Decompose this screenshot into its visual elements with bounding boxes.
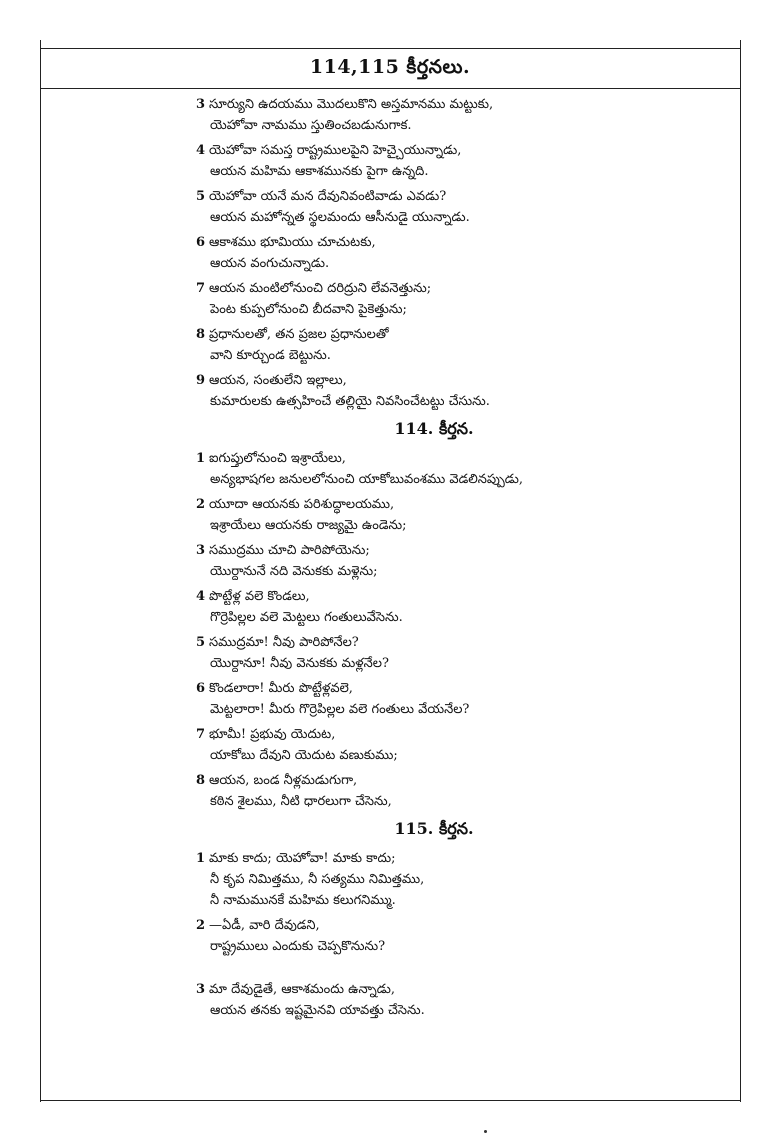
verse	[196, 94, 732, 136]
verse-text: ఆకాశము భూమియు చూచుటకు,	[209, 235, 376, 250]
verse-text: ఆయన మంటిలోనుంచి దరిద్రుని లేవనెత్తును;	[209, 281, 432, 296]
verse	[196, 540, 732, 582]
verse-text: భూమీ! ప్రభువు యెదుట,	[209, 727, 336, 742]
verse-number: 1	[196, 851, 206, 866]
verse	[196, 915, 732, 957]
verse-continuation-line	[196, 745, 732, 766]
header-rule	[40, 88, 740, 89]
verse-continuation-line	[196, 253, 732, 274]
verse-text: కఠిన శైలము, నీటి ధారలుగా చేసెను,	[210, 794, 392, 809]
verse-text: ఆయన, సంతులేని ఇల్లాలు,	[209, 373, 347, 388]
psalm-title: 114. కీర్తన.	[394, 419, 474, 438]
psalm-text	[196, 94, 732, 1025]
verse-continuation-line	[196, 936, 732, 957]
verse-number: 3	[196, 97, 206, 112]
verse-text: ఆయన తనకు ఇష్టమైనవి యావత్తు చేసెను.	[210, 1003, 425, 1018]
verse-number: 5	[196, 189, 206, 204]
verse-continuation-line	[196, 653, 732, 674]
running-head: 114,115 కీర్తనలు.	[309, 55, 471, 78]
verse-text: సూర్యుని ఉదయము మొదలుకొని అస్తమానము మట్టుకు,	[209, 97, 494, 112]
verse-text: మెట్టలారా! మీరు గొర్రెపిల్లల వలె గంతులు వేయనేల?	[210, 702, 470, 717]
verse-continuation-line	[196, 1000, 732, 1021]
verse-continuation-line	[196, 299, 732, 320]
verse-continuation-line	[196, 207, 732, 228]
verse-text: సముద్రమా! నీవు పారిపోనేల?	[209, 635, 359, 650]
verse-text: మా దేవుడైతే, ఆకాశమందు ఉన్నాడు,	[209, 982, 395, 997]
verse-number: 6	[196, 235, 206, 250]
verse-first-line	[196, 770, 732, 791]
verse-first-line	[196, 278, 732, 299]
verse	[196, 186, 732, 228]
verse	[196, 979, 732, 1021]
verse	[196, 232, 732, 274]
verse	[196, 586, 732, 628]
verse-text: ఆయన మహోన్నత స్థలమందు ఆసీనుడై యున్నాడు.	[210, 210, 470, 225]
verse-continuation-line	[196, 345, 732, 366]
verse-text: అన్యభాషగల జనులలోనుంచి యాకోబువంశము వెడలినప్పుడు,	[210, 472, 523, 487]
bottom-rule	[40, 1100, 740, 1101]
top-rule	[40, 48, 740, 49]
verse-text: నీ నామమునకే మహిమ కలుగనిమ్ము.	[210, 893, 396, 908]
verse-continuation-line	[196, 561, 732, 582]
verse-text: యాకోబు దేవుని యెదుట వణుకుము;	[210, 748, 398, 763]
print-speck	[484, 1130, 487, 1133]
page-border-left	[40, 40, 41, 1102]
verse-number: 6	[196, 681, 206, 696]
verse-first-line	[196, 979, 732, 1000]
page-border-right	[740, 40, 741, 1102]
verse-text: యొర్దానూ! నీవు వెనుకకు మళ్లనేల?	[210, 656, 389, 671]
verse-first-line	[196, 678, 732, 699]
verse	[196, 632, 732, 674]
verse-first-line	[196, 724, 732, 745]
verse-text: మాకు కాదు; యెహోవా! మాకు కాదు;	[209, 851, 396, 866]
verse	[196, 724, 732, 766]
verse-first-line	[196, 915, 732, 936]
verse-text: ఐగుప్తులోనుంచి ఇశ్రాయేలు,	[209, 451, 346, 466]
verse	[196, 448, 732, 490]
verse-text: —ఏడీ, వారి దేవుడని,	[209, 918, 320, 933]
verse-text: కొండలారా! మీరు పొట్టేళ్లవలె,	[209, 681, 353, 696]
verse-text: ఆయన, బండ నీళ్లమడుగుగా,	[209, 773, 358, 788]
verse-number: 2	[196, 497, 206, 512]
verse-first-line	[196, 94, 732, 115]
verse-continuation-line	[196, 469, 732, 490]
verse	[196, 370, 732, 412]
verse	[196, 278, 732, 320]
verse-text: కుమారులకు ఉత్సహించే తల్లియై నివసించేటట్టు చేసును.	[210, 394, 490, 409]
verse-first-line	[196, 232, 732, 253]
verse	[196, 678, 732, 720]
verse-text: యెహోవా యనే మన దేవునివంటివాడు ఎవడు?	[209, 189, 447, 204]
verse-text: రాష్ట్రములు ఎందుకు చెప్పకొనును?	[210, 939, 386, 954]
verse-continuation-line	[196, 515, 732, 536]
verse-number: 2	[196, 918, 206, 933]
verse-first-line	[196, 494, 732, 515]
verse-text: పొట్టేళ్ల వలె కొండలు,	[209, 589, 310, 604]
verse-first-line	[196, 586, 732, 607]
verse-first-line	[196, 848, 732, 869]
verse-first-line	[196, 140, 732, 161]
verse-text: ఇశ్రాయేలు ఆయనకు రాజ్యమై ఉండెను;	[210, 518, 407, 533]
verse-number: 4	[196, 589, 206, 604]
verse-first-line	[196, 448, 732, 469]
verse-number: 9	[196, 373, 206, 388]
verse-text: యొర్దానునే నది వెనుకకు మళ్లెను;	[210, 564, 378, 579]
verse-text: గొర్రెపిల్లల వలె మెట్టలు గంతులువేసెను.	[210, 610, 403, 625]
verse-first-line	[196, 324, 732, 345]
verse-text: యెహోవా సమస్త రాష్ట్రములపైని హెచ్చైయున్నాడు,	[209, 143, 462, 158]
verse-text: ప్రధానులతో, తన ప్రజల ప్రధానులతో	[209, 327, 389, 342]
verse-number: 3	[196, 982, 206, 997]
verse	[196, 494, 732, 536]
verse-text: సముద్రము చూచి పారిపోయెను;	[209, 543, 370, 558]
verse-number: 8	[196, 327, 206, 342]
verse-continuation-line	[196, 607, 732, 628]
verse-number: 7	[196, 727, 206, 742]
psalm-title: 115. కీర్తన.	[394, 819, 474, 838]
verse-text: నీ కృప నిమిత్తము, నీ సత్యము నిమిత్తము,	[210, 872, 425, 887]
verse-number: 4	[196, 143, 206, 158]
verse-first-line	[196, 186, 732, 207]
verse-text: యెహోవా నామము స్తుతించబడునుగాక.	[210, 118, 412, 133]
verse	[196, 324, 732, 366]
verse-continuation-line	[196, 161, 732, 182]
spacer	[196, 961, 732, 979]
verse-first-line	[196, 370, 732, 391]
verse-text: ఆయన వంగుచున్నాడు.	[210, 256, 330, 271]
verse-continuation-line	[196, 791, 732, 812]
verse-number: 3	[196, 543, 206, 558]
verse-number: 8	[196, 773, 206, 788]
verse-text: పెంట కుప్పలోనుంచి బీదవాని పైకెత్తును;	[210, 302, 407, 317]
verse-continuation-line	[196, 115, 732, 136]
verse-text: వాని కూర్చుండ బెట్టును.	[210, 348, 331, 363]
verse-number: 5	[196, 635, 206, 650]
verse-first-line	[196, 540, 732, 561]
verse	[196, 770, 732, 812]
verse-text: ఆయన మహిమ ఆకాశమునకు పైగా ఉన్నది.	[210, 164, 429, 179]
verse-number: 7	[196, 281, 206, 296]
verse-continuation-line	[196, 890, 732, 911]
verse-text: యూదా ఆయనకు పరిశుద్ధాలయము,	[209, 497, 395, 512]
verse	[196, 140, 732, 182]
verse-first-line	[196, 632, 732, 653]
verse	[196, 848, 732, 911]
verse-number: 1	[196, 451, 206, 466]
verse-continuation-line	[196, 699, 732, 720]
verse-continuation-line	[196, 869, 732, 890]
verse-continuation-line	[196, 391, 732, 412]
